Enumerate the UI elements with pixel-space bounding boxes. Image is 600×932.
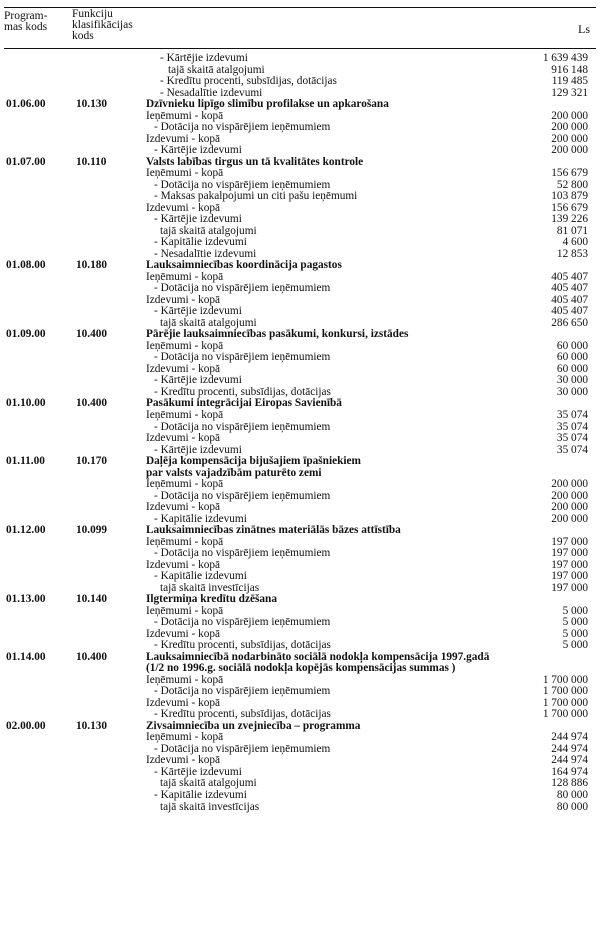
function-code: 10.400 xyxy=(76,328,108,341)
program-title-row xyxy=(0,99,600,111)
table-row xyxy=(0,502,600,514)
row-label: - Maksas pakalpojumi un citi pašu ieņēmumi xyxy=(154,190,358,203)
row-label: - Dotācija no vispārējiem ieņēmumiem xyxy=(154,351,331,364)
header-bottom-rule xyxy=(4,48,596,49)
row-label: tajā skaitā investīcijas xyxy=(160,581,260,594)
table-row xyxy=(0,53,600,65)
row-label: Izdevumi - kopā xyxy=(146,432,221,445)
program-code: 01.11.00 xyxy=(6,455,45,468)
function-code: 10.400 xyxy=(76,397,108,410)
table-row xyxy=(0,767,600,779)
amount-value: 103 879 xyxy=(551,190,588,203)
table-row xyxy=(0,237,600,249)
table-row xyxy=(0,571,600,583)
amount-value: 200 000 xyxy=(551,501,588,514)
program-code: 01.12.00 xyxy=(6,524,46,537)
table-row xyxy=(0,76,600,88)
amount-value: 200 000 xyxy=(551,109,588,122)
amount-value: 916 148 xyxy=(551,63,588,76)
row-label: - Nesadalītie izdevumi xyxy=(160,86,263,99)
amount-value: 244 974 xyxy=(551,742,588,755)
amount-value: 5 000 xyxy=(562,616,588,629)
table-row xyxy=(0,548,600,560)
amount-value: 5 000 xyxy=(562,627,588,640)
amount-value: 5 000 xyxy=(562,639,588,652)
program-title-row xyxy=(0,525,600,537)
program-title-row xyxy=(0,663,600,675)
program-title: par valsts vajadzībām paturēto zemi xyxy=(146,466,322,479)
amount-value: 197 000 xyxy=(551,581,588,594)
row-label: Ieņēmumi - kopā xyxy=(146,731,224,744)
program-code: 01.09.00 xyxy=(6,328,46,341)
amount-value: 1 700 000 xyxy=(542,685,588,698)
row-label: Izdevumi - kopā xyxy=(146,696,221,709)
amount-value: 1 700 000 xyxy=(542,673,588,686)
amount-value: 200 000 xyxy=(551,489,588,502)
program-code: 01.07.00 xyxy=(6,155,46,168)
row-label: Izdevumi - kopā xyxy=(146,362,221,375)
amount-value: 1 700 000 xyxy=(542,696,588,709)
row-label: tajā skaitā atalgojumi xyxy=(160,224,257,237)
amount-value: 200 000 xyxy=(551,132,588,145)
amount-value: 80 000 xyxy=(556,789,588,801)
table-row xyxy=(0,744,600,756)
table-row xyxy=(0,778,600,790)
amount-value: 60 000 xyxy=(556,351,588,364)
amount-value: 156 679 xyxy=(551,201,588,214)
row-label: Izdevumi - kopā xyxy=(146,293,221,306)
table-row xyxy=(0,295,600,307)
program-title: Daļēja kompensācija bijušajiem īpašniekiem xyxy=(146,455,361,468)
table-row xyxy=(0,364,600,376)
row-label: Izdevumi - kopā xyxy=(146,201,221,214)
program-title: Zivsaimniecība un zvejniecība – programma xyxy=(146,719,361,732)
table-row xyxy=(0,479,600,491)
program-title-row xyxy=(0,157,600,169)
table-row xyxy=(0,491,600,503)
row-label: tajā skaitā atalgojumi xyxy=(160,777,257,790)
amount-value: 80 000 xyxy=(556,800,588,813)
row-label: - Kārtējie izdevumi xyxy=(154,765,242,778)
program-title-row xyxy=(0,721,600,733)
row-label: Ieņēmumi - kopā xyxy=(146,339,224,352)
row-label: Ieņēmumi - kopā xyxy=(146,408,224,421)
table-row xyxy=(0,352,600,364)
function-code: 10.099 xyxy=(76,524,108,537)
function-code: 10.130 xyxy=(76,719,108,732)
amount-value: 286 650 xyxy=(551,316,588,329)
row-label: tajā skaitā atalgojumi xyxy=(160,316,257,329)
function-code: 10.400 xyxy=(76,650,108,663)
table-row xyxy=(0,306,600,318)
program-code: 02.00.00 xyxy=(6,719,46,732)
row-label: Izdevumi - kopā xyxy=(146,501,221,514)
table-row xyxy=(0,203,600,215)
amount-value: 244 974 xyxy=(551,731,588,744)
row-label: - Kapitālie izdevumi xyxy=(154,789,247,801)
amount-value: 35 074 xyxy=(556,408,588,421)
row-label: - Kredītu procenti, subsīdijas, dotācijas xyxy=(160,75,337,88)
amount-value: 1 700 000 xyxy=(542,708,588,721)
table-row xyxy=(0,122,600,134)
function-code: 10.130 xyxy=(76,98,108,111)
program-title-row xyxy=(0,398,600,410)
row-label: - Kredītu procenti, subsīdijas, dotācijas xyxy=(154,639,331,652)
amount-value: 197 000 xyxy=(551,570,588,583)
table-row xyxy=(0,433,600,445)
program-title: Pasākumi integrācijai Eiropas Savienībā xyxy=(146,397,342,410)
row-label: tajā skaitā investīcijas xyxy=(160,800,260,813)
table-row xyxy=(0,422,600,434)
amount-value: 119 485 xyxy=(551,75,588,88)
amount-value: 35 074 xyxy=(556,420,588,433)
amount-value: 52 800 xyxy=(556,178,588,191)
amount-value: 1 639 439 xyxy=(542,52,588,64)
table-row xyxy=(0,145,600,157)
table-row xyxy=(0,802,600,814)
program-code: 01.14.00 xyxy=(6,650,46,663)
amount-value: 200 000 xyxy=(551,478,588,491)
row-label: - Dotācija no vispārējiem ieņēmumiem xyxy=(154,616,331,629)
program-title-row xyxy=(0,594,600,606)
row-label: - Dotācija no vispārējiem ieņēmumiem xyxy=(154,178,331,191)
table-row xyxy=(0,134,600,146)
table-row xyxy=(0,686,600,698)
program-code-header: Program- mas kods xyxy=(4,10,48,33)
amount-value: 156 679 xyxy=(551,167,588,180)
amount-value: 129 321 xyxy=(551,86,588,99)
amount-value: 200 000 xyxy=(551,512,588,525)
row-label: - Kārtējie izdevumi xyxy=(154,374,242,387)
row-label: - Dotācija no vispārējiem ieņēmumiem xyxy=(154,489,331,502)
program-title: Lauksaimniecībā nodarbināto sociālā nodokļa kompensācija 1997.gadā xyxy=(146,650,490,663)
program-code: 01.10.00 xyxy=(6,397,46,410)
table-row xyxy=(0,226,600,238)
row-label: - Dotācija no vispārējiem ieņēmumiem xyxy=(154,742,331,755)
amount-value: 405 407 xyxy=(551,305,588,318)
row-label: tajā skaitā atalgojumi xyxy=(168,63,265,76)
function-code-header: Funkciju klasifikācijas kods xyxy=(72,8,133,42)
program-title-row xyxy=(0,329,600,341)
row-label: - Kārtējie izdevumi xyxy=(154,443,242,456)
amount-value: 30 000 xyxy=(556,374,588,387)
row-label: - Kārtējie izdevumi xyxy=(154,305,242,318)
row-label: - Kredītu procenti, subsīdijas, dotācijas xyxy=(154,708,331,721)
amount-value: 200 000 xyxy=(551,121,588,134)
row-label: - Dotācija no vispārējiem ieņēmumiem xyxy=(154,547,331,560)
amount-value: 200 000 xyxy=(551,144,588,157)
table-row xyxy=(0,755,600,767)
row-label: Ieņēmumi - kopā xyxy=(146,673,224,686)
amount-value: 4 600 xyxy=(562,236,588,249)
row-label: - Kredītu procenti, subsīdijas, dotācijas xyxy=(154,385,331,398)
amount-value: 405 407 xyxy=(551,282,588,295)
table-row xyxy=(0,410,600,422)
program-title: Ilgtermiņa kredītu dzēšana xyxy=(146,593,277,606)
amount-value: 139 226 xyxy=(551,213,588,226)
function-code: 10.110 xyxy=(76,155,107,168)
row-label: Ieņēmumi - kopā xyxy=(146,167,224,180)
program-title: Dzīvnieku lipīgo slimību profilakse un apkarošana xyxy=(146,98,389,111)
program-title-row xyxy=(0,456,600,468)
amount-value: 164 974 xyxy=(551,765,588,778)
program-title-row xyxy=(0,468,600,480)
row-label: Ieņēmumi - kopā xyxy=(146,109,224,122)
row-label: - Nesadalītie izdevumi xyxy=(154,247,257,260)
amount-value: 244 974 xyxy=(551,754,588,767)
row-label: - Dotācija no vispārējiem ieņēmumiem xyxy=(154,121,331,134)
row-label: - Dotācija no vispārējiem ieņēmumiem xyxy=(154,420,331,433)
program-title: Valsts labības tirgus un tā kvalitātes kontrole xyxy=(146,155,364,168)
program-title: Lauksaimniecības koordinācija pagastos xyxy=(146,259,342,272)
function-code: 10.170 xyxy=(76,455,108,468)
table-row xyxy=(0,283,600,295)
program-title: Lauksaimniecības zinātnes materiālās bāzes attīstība xyxy=(146,524,401,537)
row-label: - Kārtējie izdevumi xyxy=(160,52,248,64)
amount-value: 35 074 xyxy=(556,443,588,456)
row-label: - Dotācija no vispārējiem ieņēmumiem xyxy=(154,685,331,698)
amount-value: 81 071 xyxy=(556,224,588,237)
amount-value: 405 407 xyxy=(551,270,588,283)
amount-value: 197 000 xyxy=(551,558,588,571)
amount-value: 60 000 xyxy=(556,362,588,375)
amount-value: 35 074 xyxy=(556,432,588,445)
row-label: Ieņēmumi - kopā xyxy=(146,270,224,283)
row-label: - Kapitālie izdevumi xyxy=(154,512,247,525)
currency-header: Ls xyxy=(578,22,590,36)
row-label: - Kapitālie izdevumi xyxy=(154,570,247,583)
row-label: Izdevumi - kopā xyxy=(146,132,221,145)
amount-value: 30 000 xyxy=(556,385,588,398)
amount-value: 5 000 xyxy=(562,604,588,617)
amount-value: 60 000 xyxy=(556,339,588,352)
amount-value: 128 886 xyxy=(551,777,588,790)
function-code: 10.180 xyxy=(76,259,108,272)
row-label: - Dotācija no vispārējiem ieņēmumiem xyxy=(154,282,331,295)
amount-value: 12 853 xyxy=(556,247,588,260)
program-code: 01.08.00 xyxy=(6,259,46,272)
row-label: Izdevumi - kopā xyxy=(146,754,221,767)
row-label: - Kārtējie izdevumi xyxy=(154,213,242,226)
table-row xyxy=(0,560,600,572)
table-row xyxy=(0,790,600,802)
table-row xyxy=(0,214,600,226)
amount-value: 405 407 xyxy=(551,293,588,306)
amount-value: 197 000 xyxy=(551,547,588,560)
amount-value: 197 000 xyxy=(551,535,588,548)
row-label: Ieņēmumi - kopā xyxy=(146,604,224,617)
row-label: Izdevumi - kopā xyxy=(146,627,221,640)
program-title: Pārējie lauksaimniecības pasākumi, konkursi, izstādes xyxy=(146,328,409,341)
row-label: - Kārtējie izdevumi xyxy=(154,144,242,157)
row-label: Ieņēmumi - kopā xyxy=(146,478,224,491)
table-row xyxy=(0,617,600,629)
budget-table xyxy=(0,53,600,813)
program-code: 01.13.00 xyxy=(6,593,46,606)
table-row xyxy=(0,168,600,180)
program-code: 01.06.00 xyxy=(6,98,46,111)
function-code: 10.140 xyxy=(76,593,108,606)
program-title-row xyxy=(0,260,600,272)
table-row xyxy=(0,191,600,203)
row-label: - Kapitālie izdevumi xyxy=(154,236,247,249)
row-label: Ieņēmumi - kopā xyxy=(146,535,224,548)
program-title: (1/2 no 1996.g. sociālā nodokļa kopējās kompensācijas summas ) xyxy=(146,662,456,675)
row-label: Izdevumi - kopā xyxy=(146,558,221,571)
